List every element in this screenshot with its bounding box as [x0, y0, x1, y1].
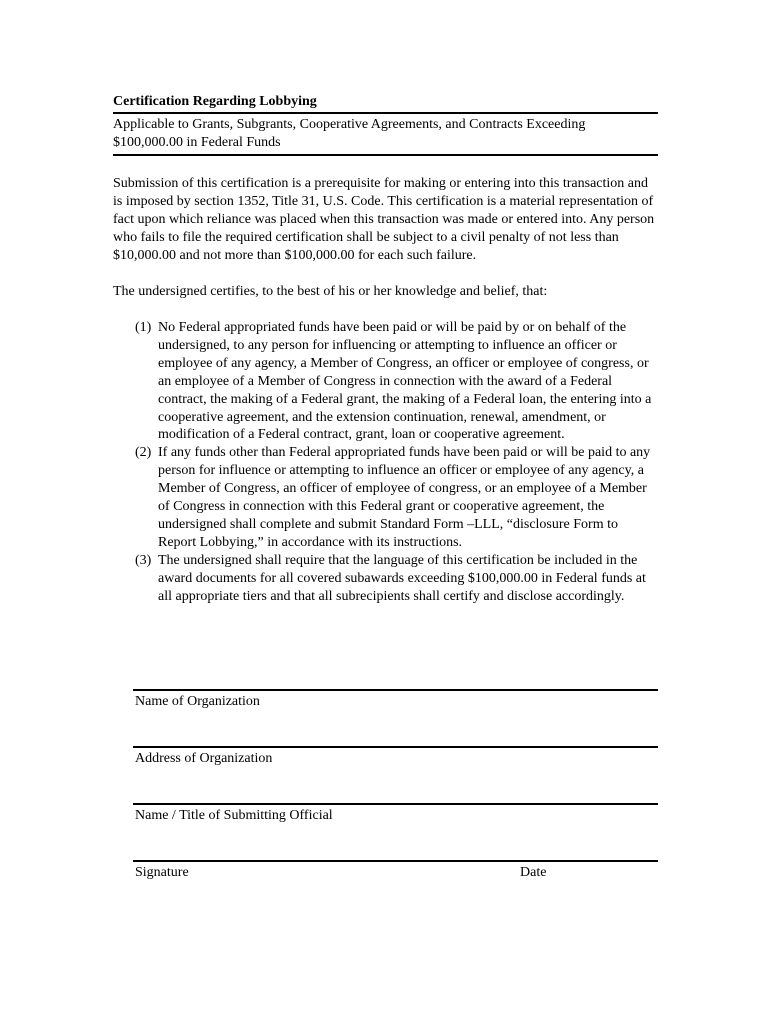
certification-item-3	[113, 552, 658, 606]
organization-address-field[interactable]	[133, 746, 658, 768]
item-text: If any funds other than Federal appropriated funds have been paid or will be paid to any person for influence or attempting to influence an officer or employee of any agency, a Member of Congress, an officer of employee of congress, or an employee of a Member of Congress in connection with this Federal grant or cooperative agreement, the undersigned shall complete and submit Standard Form –LLL, “disclosure Form to Report Lobbying,” in accordance with its instructions.	[158, 445, 651, 550]
item-text: The undersigned shall require that the language of this certification be included in the award documents for all covered subawards exceeding $100,000.00 in Federal funds at all appropriate tiers and that all subrecipients shall certify and disclose accordingly.	[158, 552, 646, 604]
document-subtitle: Applicable to Grants, Subgrants, Cooperative Agreements, and Contracts Exceeding $100,000.00 in Federal Funds	[113, 114, 658, 156]
official-name-title-field[interactable]	[133, 803, 658, 825]
document-title: Certification Regarding Lobbying	[113, 93, 658, 114]
date-label: Date	[520, 865, 547, 880]
certification-items	[113, 319, 658, 606]
certification-item-1	[113, 319, 658, 444]
certification-document	[113, 93, 658, 606]
item-number: (2)	[135, 445, 152, 461]
item-text: No Federal appropriated funds have been paid or will be paid by or on behalf of the undersigned, to any person for influencing or attempting to influence an officer or employee of any agency, a Member of Congress, an officer or employee of congress, or an employee of a Member of Congress in connection with the award of a Federal contract, the making of a Federal grant, the making of a Federal loan, the entering into a cooperative agreement, and the extension continuation, renewal, amendment, or modification of a Federal contract, grant, loan or cooperative agreement.	[158, 320, 652, 443]
signature-label: Signature	[135, 865, 189, 880]
item-number: (1)	[135, 320, 152, 335]
organization-name-field[interactable]	[133, 689, 658, 711]
item-number: (3)	[135, 552, 152, 568]
certification-item-2	[113, 444, 658, 551]
organization-address-label: Address of Organization	[135, 751, 273, 766]
signature-date-field[interactable]	[133, 860, 658, 882]
official-name-title-label: Name / Title of Submitting Official	[135, 808, 333, 823]
certifies-paragraph: The undersigned certifies, to the best of his or her knowledge and belief, that:	[113, 284, 548, 299]
intro-paragraph: Submission of this certification is a prerequisite for making or entering into this transaction and is imposed by section 1352, Title 31, U.S. Code. This certification is a material representation of fact upon which reliance was placed when this transaction was made or entered into. Any person who fails to file the required certification shall be subject to a civil penalty of not less than $10,000.00 and not more than $100,000.00 for each such failure.	[113, 176, 655, 263]
organization-name-label: Name of Organization	[135, 694, 260, 709]
